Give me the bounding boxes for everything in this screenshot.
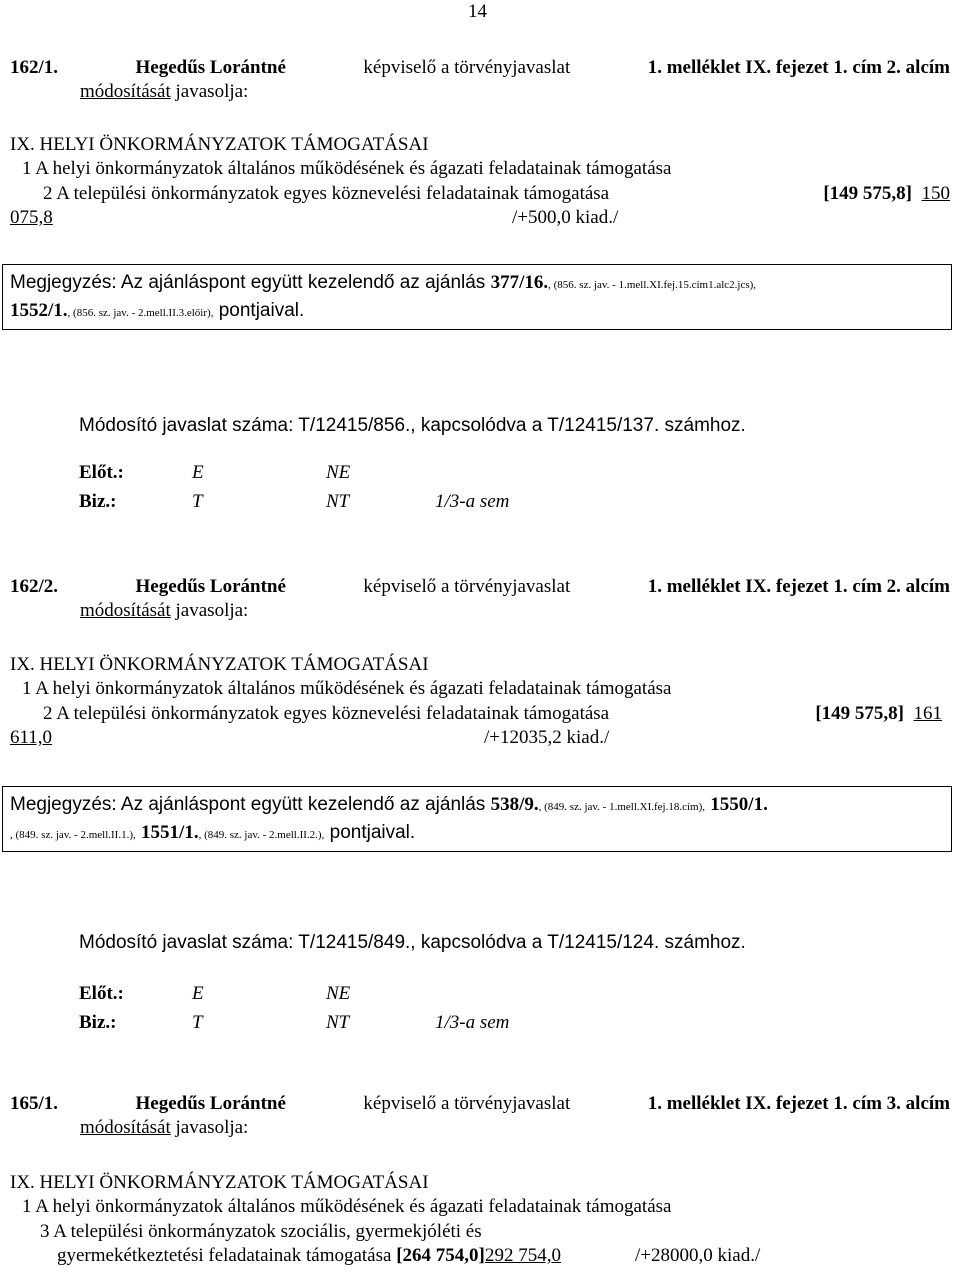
delta-value: /+28000,0 kiad./ [635,1244,761,1266]
header-text: képviselő a törvényjavaslat [363,1093,571,1114]
amendment-body-165-1 [10,1171,950,1268]
section-header-162-1 [10,56,950,105]
annex-reference: 1. melléklet IX. fejezet 1. cím 2. alcím [647,576,950,597]
page-number: 14 [468,1,487,22]
vote-option: 1/3-a sem [435,490,510,512]
vote-label-biz: Biz.: [79,1011,117,1033]
remark-ref-number: 538/9. [490,794,539,815]
vote-label-elot: Előt.: [79,462,124,483]
new-value-part-a: 150 [921,182,950,204]
remark-box-162-1 [2,264,952,330]
header-text: képviselő a törvényjavaslat [363,576,571,597]
header-text-underlined: módosítását [80,600,171,622]
budget-item-3-line-1: 3 A települési önkormányzatok szociális, gyermekjóléti és [40,1220,482,1242]
old-value: [149 575,8] [815,702,904,724]
budget-item-2: 2 A települési önkormányzatok egyes köznevelési feladatainak támogatása [43,182,610,204]
remark-ref-detail: , (849. sz. jav. - 1.mell.XI.fej.18.cím), [538,801,706,813]
new-value-part-b: 611,0 [10,726,53,748]
new-value-part-a: 161 [913,702,942,724]
header-text: javasolja: [175,81,249,103]
remark-box-162-2 [2,786,952,852]
remark-ref-detail: , (849. sz. jav. - 2.mell.II.2.), [198,828,325,841]
budget-item-2-row [10,182,950,206]
chapter-heading: IX. HELYI ÖNKORMÁNYZATOK TÁMOGATÁSAI [10,1172,429,1193]
remark-ref-number: 377/16. [490,272,549,293]
vote-option: T [192,1011,203,1033]
old-value: [264 754,0] [396,1244,485,1266]
section-id: 165/1. [10,1093,59,1114]
budget-item-1: 1 A helyi önkormányzatok általános működésének és ágazati feladatainak támogatása [22,158,672,180]
section-id: 162/1. [10,57,59,78]
remark-ref-number: 1550/1. [710,794,768,815]
section-id: 162/2. [10,576,59,597]
remark-prefix: Megjegyzés: Az ajánláspont együtt kezelendő az ajánlás [10,272,486,293]
amendment-body-162-1 [10,133,950,230]
amendment-body-162-2 [10,653,950,750]
header-text: javasolja: [175,1117,249,1139]
remark-ref-detail: , (856. sz. jav. - 2.mell.II.3.előir), [67,306,214,319]
remark-ref-detail: , (849. sz. jav. - 2.mell.II.1.), [10,828,136,841]
chapter-heading: IX. HELYI ÖNKORMÁNYZATOK TÁMOGATÁSAI [10,134,429,155]
remark-ref-number: 1551/1. [141,821,199,843]
header-text: javasolja: [175,600,249,622]
budget-item-2-row [10,702,950,726]
budget-item-3-line-2: gyermekétkeztetési feladatainak támogatása [57,1244,392,1266]
budget-item-2: 2 A települési önkormányzatok egyes köznevelési feladatainak támogatása [43,702,610,724]
header-text: képviselő a törvényjavaslat [363,57,571,78]
vote-option: NE [326,983,351,1004]
budget-item-1: 1 A helyi önkormányzatok általános működésének és ágazati feladatainak támogatása [22,678,672,700]
proposal-reference: Módosító javaslat száma: T/12415/849., kapcsolódva a T/12415/124. számhoz. [79,932,746,953]
delta-value: /+500,0 kiad./ [512,206,619,228]
remark-ref-number: 1552/1. [10,299,68,321]
value-row [10,726,950,750]
budget-item-3-row [10,1244,950,1268]
vote-label-elot: Előt.: [79,983,124,1004]
budget-item-1: 1 A helyi önkormányzatok általános működésének és ágazati feladatainak támogatása [22,1196,672,1218]
annex-reference: 1. melléklet IX. fejezet 1. cím 2. alcím [647,57,950,78]
proposal-reference: Módosító javaslat száma: T/12415/856., kapcsolódva a T/12415/137. számhoz. [79,415,746,436]
old-value: [149 575,8] [823,182,912,204]
delta-value: /+12035,2 kiad./ [484,726,610,748]
vote-table-162-2 [79,980,509,1037]
vote-option: E [192,983,204,1004]
remark-ref-detail: , (856. sz. jav. - 1.mell.XI.fej.15.cím1.alc2.jcs), [548,279,757,291]
remark-suffix: pontjaival. [329,821,416,843]
proposer-name: Hegedűs Lorántné [135,576,286,597]
vote-option: T [192,490,203,512]
vote-table-162-1 [79,459,509,516]
vote-option: NE [326,462,351,483]
proposer-name: Hegedűs Lorántné [135,57,286,78]
vote-option: NT [326,490,350,512]
section-header-165-1 [10,1092,950,1141]
proposer-name: Hegedűs Lorántné [135,1093,286,1114]
new-value-part-b: 075,8 [10,206,53,228]
annex-reference: 1. melléklet IX. fejezet 1. cím 3. alcím [647,1093,950,1114]
header-text-underlined: módosítását [80,81,171,103]
value-row [10,206,950,230]
header-text-underlined: módosítását [80,1117,171,1139]
vote-option: NT [326,1011,350,1033]
section-header-162-2 [10,575,950,624]
vote-label-biz: Biz.: [79,490,117,512]
remark-suffix: pontjaival. [218,299,305,321]
new-value: 292 754,0 [485,1244,561,1266]
remark-prefix: Megjegyzés: Az ajánláspont együtt kezelendő az ajánlás [10,794,486,815]
chapter-heading: IX. HELYI ÖNKORMÁNYZATOK TÁMOGATÁSAI [10,654,429,675]
vote-option: 1/3-a sem [435,1011,510,1033]
vote-option: E [192,462,204,483]
